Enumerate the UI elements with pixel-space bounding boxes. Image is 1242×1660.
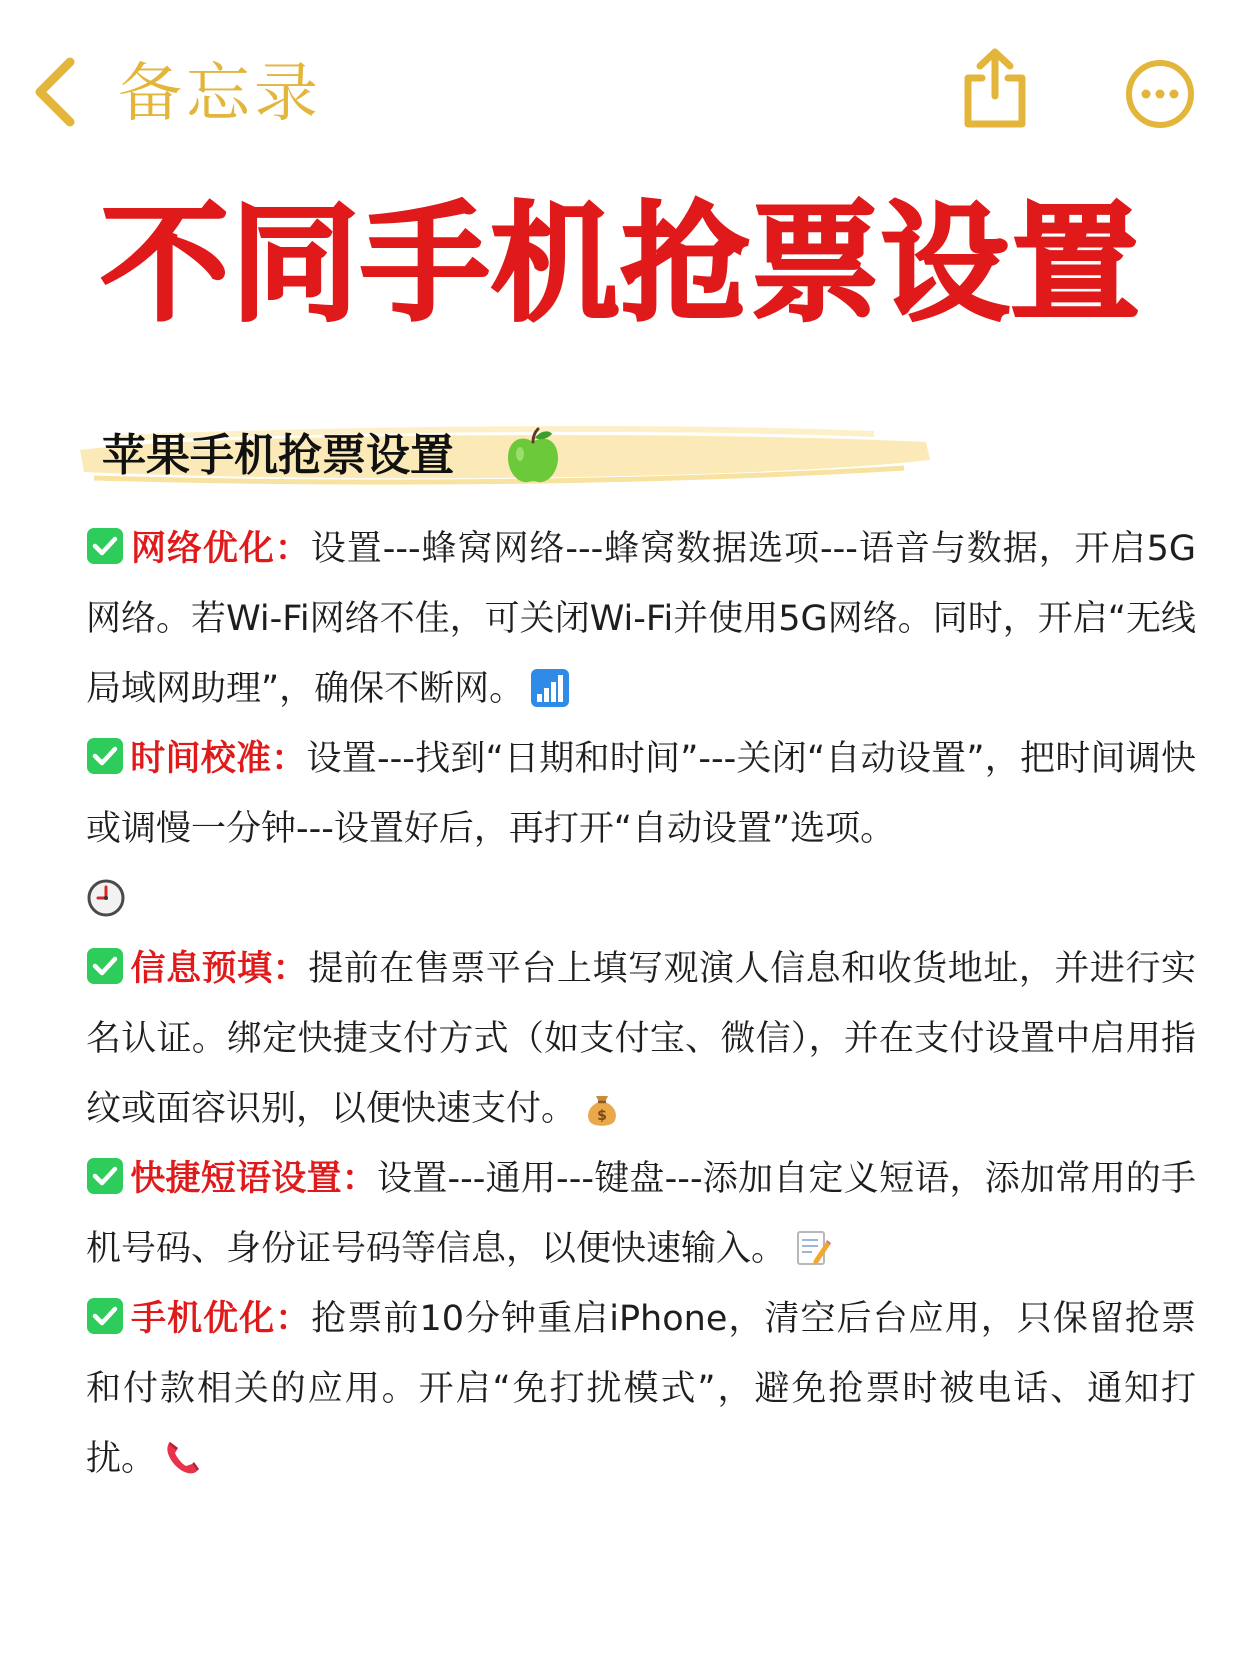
section-title: 苹果手机抢票设置 (102, 430, 454, 481)
check-mark-icon (86, 737, 124, 775)
item-label: 网络优化： (130, 529, 311, 569)
item-text: 抢票前10分钟重启iPhone，清空后台应用，只保留抢票和付款相关的应用。开启“免打扰模式”，避免抢票时被电话、通知打扰。 (86, 1299, 1196, 1479)
check-mark-icon (86, 527, 124, 565)
clock-icon (86, 878, 126, 918)
green-apple-icon (504, 426, 562, 486)
list-item (86, 724, 1196, 934)
check-mark-icon (86, 1157, 124, 1195)
section-heading (74, 420, 934, 492)
item-text: 设置---通用---键盘---添加自定义短语，添加常用的手机号码、身份证号码等信息，以便快速输入。 (86, 1159, 1196, 1269)
item-label: 信息预填： (130, 949, 309, 989)
signal-bars-icon (530, 668, 570, 708)
page-headline: 不同手机抢票设置 (100, 190, 1141, 339)
list-item (86, 934, 1196, 1144)
money-bag-icon (582, 1088, 622, 1128)
item-label: 手机优化： (130, 1299, 312, 1339)
telephone-icon (162, 1438, 202, 1478)
nav-title: 备忘录 (118, 57, 322, 131)
memo-icon (792, 1228, 832, 1268)
item-text: 提前在售票平台上填写观演人信息和收货地址，并进行实名认证。绑定快捷支付方式（如支付宝、微信），并在支付设置中启用指纹或面容识别，以便快速支付。 (86, 949, 1196, 1129)
item-text: 设置---找到“日期和时间”---关闭“自动设置”，把时间调快或调慢一分钟---设置好后，再打开“自动设置”选项。 (86, 739, 1196, 849)
check-mark-icon (86, 1297, 124, 1335)
settings-list (86, 514, 1196, 1494)
item-text: 设置---蜂窝网络---蜂窝数据选项---语音与数据，开启5G网络。若Wi-Fi网络不佳，可关闭Wi-Fi并使用5G网络。同时，开启“无线局域网助理”，确保不断网。 (86, 529, 1196, 709)
list-item (86, 1284, 1196, 1494)
chevron-left-icon[interactable] (26, 54, 86, 130)
check-mark-icon (86, 947, 124, 985)
more-icon[interactable] (1124, 58, 1196, 130)
item-label: 快捷短语设置： (130, 1159, 377, 1199)
share-icon[interactable] (960, 46, 1030, 130)
svg-text:$: $ (597, 1108, 607, 1124)
list-item (86, 1144, 1196, 1284)
notes-navbar (0, 0, 1242, 190)
list-item (86, 514, 1196, 724)
item-label: 时间校准： (130, 739, 307, 779)
